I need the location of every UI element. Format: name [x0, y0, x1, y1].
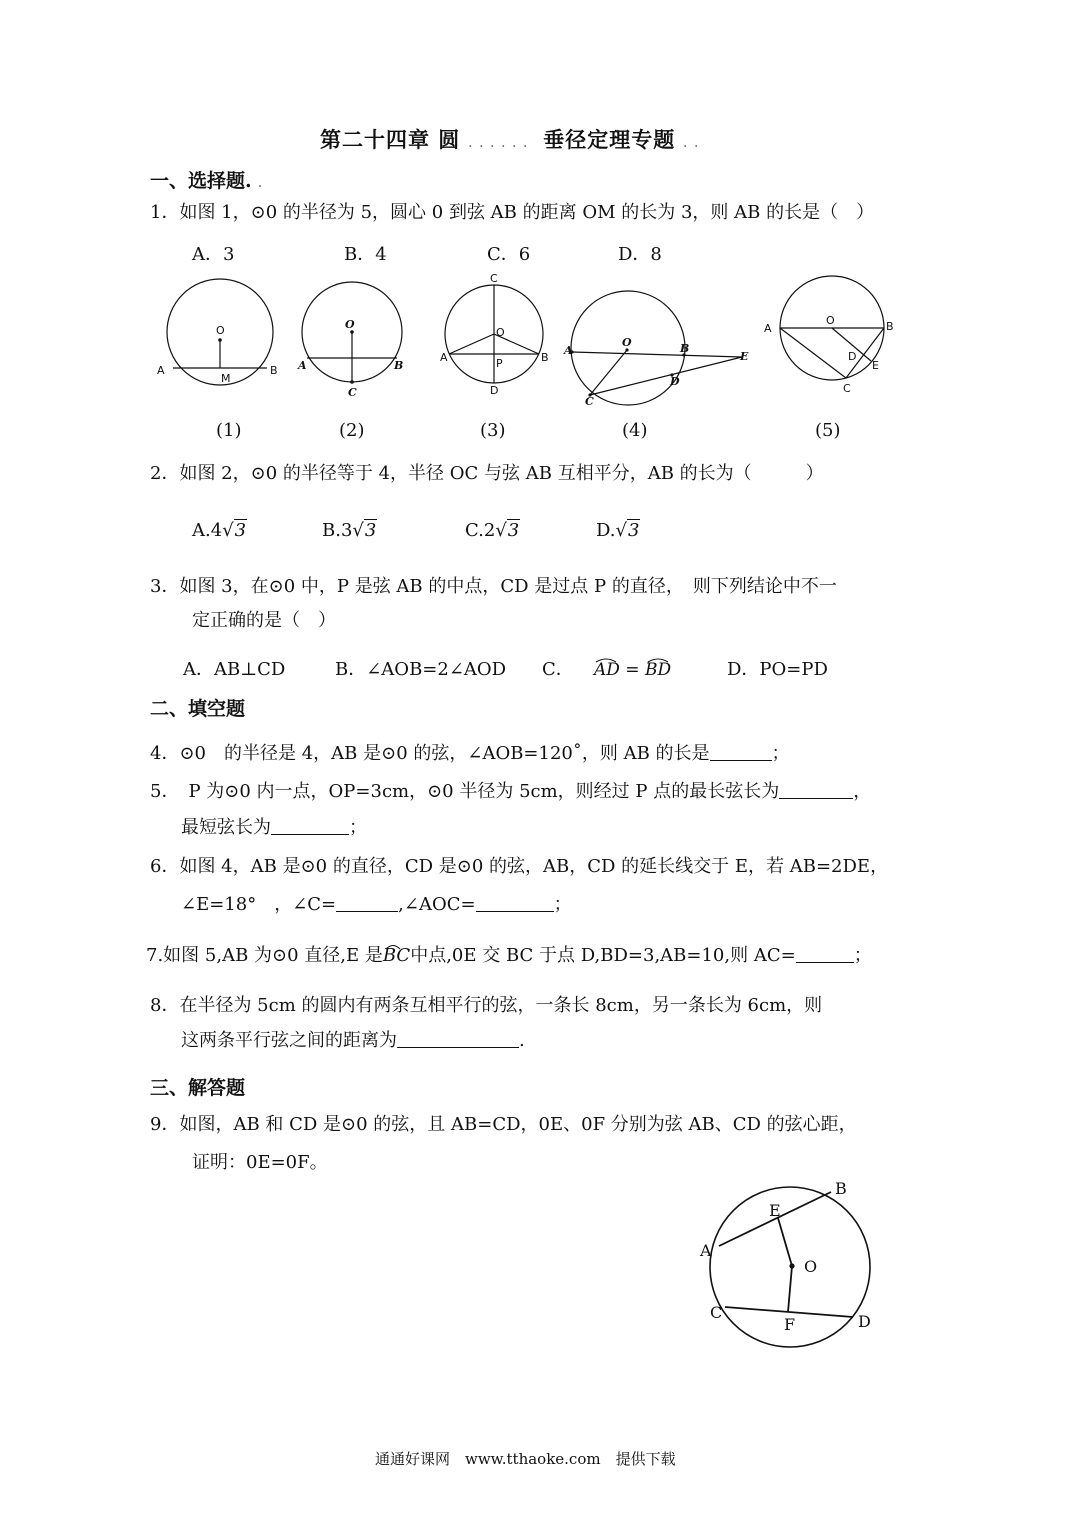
q1-option-c: C．6 — [487, 244, 531, 265]
fig9-oe — [778, 1218, 792, 1266]
fig4-line-cde — [590, 357, 742, 395]
question-3-line1: 3．如图 3，在⊙0 中，P 是弦 AB 的中点，CD 是过点 P 的直径， 则下列结论中不一 — [150, 576, 837, 597]
question-9-line2: 证明：0E=0F。 — [192, 1152, 328, 1173]
fig9-center — [789, 1263, 794, 1268]
fig5-label-o: O — [826, 314, 835, 327]
section-solve-heading: 三、解答题 — [150, 1077, 246, 1099]
fig3-label-b: B — [541, 351, 549, 364]
page-title — [320, 124, 700, 154]
fig9-of — [788, 1266, 792, 1312]
fig1-label-o: O — [216, 324, 225, 337]
fig4-label-o: O — [622, 336, 632, 349]
fig9-label-b: B — [835, 1179, 847, 1198]
fig2-label-a: A — [298, 359, 307, 372]
fig9-label-d: D — [858, 1312, 871, 1331]
figure-1 — [150, 270, 290, 404]
sqrt-symbol: √3 — [222, 520, 247, 541]
section-fill-heading: 二、填空题 — [150, 698, 246, 720]
fig3-label-o: O — [496, 326, 505, 339]
fig1-label-b: B — [270, 364, 278, 377]
fig4-label-c: C — [585, 395, 594, 408]
footer-text: 通通好课网 www.tthaoke.com 提供下载 — [375, 1450, 676, 1468]
sqrt-symbol: √3 — [352, 520, 377, 541]
question-6-line1: 6．如图 4，AB 是⊙0 的直径，CD 是⊙0 的弦，AB，CD 的延长线交于 E，若 AB=2DE， — [150, 856, 889, 877]
question-5-line1: 5． P 为⊙0 内一点，OP=3cm，⊙0 半径为 5cm，则经过 P 点的最长弦长为 ， — [150, 781, 872, 802]
arc-bc: BC — [382, 945, 411, 966]
fig3-oa — [449, 334, 494, 354]
section-1-dot: . — [258, 179, 264, 190]
q3-option-b: B．∠AOB=2∠AOD — [335, 659, 507, 680]
question-9-line1: 9．如图，AB 和 CD 是⊙0 的弦，且 AB=CD，0E、0F 分别为弦 AB、CD 的弦心距， — [150, 1114, 857, 1135]
figure-5 — [758, 268, 908, 407]
q3-option-c-expression — [592, 655, 682, 681]
fig4-label-a: A — [564, 344, 573, 357]
fig5-label-c: C — [843, 382, 851, 395]
fig5-label-e: E — [872, 359, 879, 372]
answer-blank[interactable] — [710, 742, 772, 761]
fig5-label-d: D — [848, 350, 857, 363]
fig3-label-d: D — [490, 384, 499, 397]
q2-option-a: A.4√3 — [192, 520, 247, 541]
question-6-line2: ∠E=18° ，∠C= ,∠AOC= ； — [181, 894, 572, 915]
fig9-label-f: F — [784, 1315, 796, 1334]
fig1-center — [218, 338, 222, 342]
fig2-label-c: C — [348, 386, 357, 399]
figure-9 — [690, 1170, 890, 1374]
fig9-label-o: O — [804, 1257, 818, 1276]
answer-blank[interactable] — [779, 780, 853, 799]
arc-equation-text: AD = BD — [594, 660, 672, 680]
title-dots: . . . . . . — [468, 139, 529, 150]
question-8-line1: 8．在半径为 5cm 的圆内有两条互相平行的弦，一条长 8cm，另一条长为 6cm，则 — [150, 995, 823, 1016]
fig5-label-a: A — [764, 322, 772, 335]
title-part2: 垂径定理专题 — [543, 127, 676, 152]
sqrt-symbol: √3 — [495, 520, 520, 541]
fig2-point-c — [350, 380, 354, 384]
fig9-label-e: E — [769, 1201, 781, 1220]
q3-option-d: D．PO=PD — [727, 659, 828, 680]
answer-blank[interactable] — [397, 1029, 519, 1048]
fig2-label-o: O — [345, 318, 355, 331]
figure-5-caption: (5) — [815, 420, 841, 441]
question-5-line2: 最短弦长为 ； — [181, 817, 367, 838]
fig1-label-a: A — [157, 364, 165, 377]
fig4-line-abe — [572, 352, 742, 357]
q2-option-d: D.√3 — [596, 520, 640, 541]
q1-option-d: D．8 — [618, 244, 662, 265]
fig3-label-c: C — [490, 272, 498, 285]
figure-4 — [560, 290, 760, 414]
q1-option-a: A．3 — [192, 244, 235, 265]
fig5-ac — [780, 328, 846, 378]
question-7: 7.如图 5,AB 为⊙0 直径,E 是 BC中点,0E 交 BC 于点 D,BD=3,AB=10,则 AC= ； — [146, 943, 872, 969]
question-2: 2．如图 2，⊙0 的半径等于 4，半径 OC 与弦 AB 互相平分，AB 的长为（ ） — [150, 463, 824, 484]
figure-4-caption: (4) — [622, 420, 648, 441]
question-1: 1．如图 1，⊙0 的半径为 5，圆心 0 到弦 AB 的距离 OM 的长为 3，则 AB 的长是（ ） — [150, 202, 875, 223]
fig9-label-a: A — [700, 1241, 712, 1260]
figure-2 — [290, 270, 420, 404]
fig4-label-e: E — [740, 350, 749, 363]
title-part1: 第二十四章 圆 — [320, 127, 461, 152]
fig5-label-b: B — [886, 320, 894, 333]
answer-blank[interactable] — [796, 944, 854, 963]
q1-option-b: B．4 — [344, 244, 387, 265]
q2-option-c: C.2√3 — [465, 520, 520, 541]
question-3-line2: 定正确的是（ ） — [192, 610, 336, 631]
fig9-label-c: C — [710, 1303, 723, 1322]
answer-blank[interactable] — [336, 893, 398, 912]
question-4: 4．⊙0 的半径是 4，AB 是⊙0 的弦，∠AOB=120˚，则 AB 的长是 ； — [150, 743, 790, 764]
fig4-label-b: B — [680, 342, 690, 355]
section-choice-heading — [150, 166, 264, 193]
answer-blank[interactable] — [271, 816, 349, 835]
answer-blank[interactable] — [476, 893, 554, 912]
figure-2-caption: (2) — [339, 420, 365, 441]
fig3-label-a: A — [440, 351, 448, 364]
sqrt-symbol: √3 — [615, 520, 640, 541]
question-8-line2: 这两条平行弦之间的距离为 . — [181, 1030, 525, 1051]
q3-option-a: A．AB⊥CD — [183, 659, 286, 680]
fig2-label-b: B — [394, 359, 404, 372]
fig4-label-d: D — [670, 375, 680, 388]
fig4-oc — [590, 350, 627, 395]
figure-1-caption: (1) — [216, 420, 242, 441]
title-dots-end: . . — [683, 139, 700, 150]
q3-option-c: C． — [542, 659, 574, 680]
fig1-label-m: M — [221, 372, 231, 385]
section-1-label: 一、选择题. — [150, 170, 252, 192]
fig3-label-p: P — [496, 357, 503, 370]
figure-3-caption: (3) — [480, 420, 506, 441]
q2-option-b: B.3√3 — [322, 520, 377, 541]
figure-3 — [432, 268, 562, 404]
